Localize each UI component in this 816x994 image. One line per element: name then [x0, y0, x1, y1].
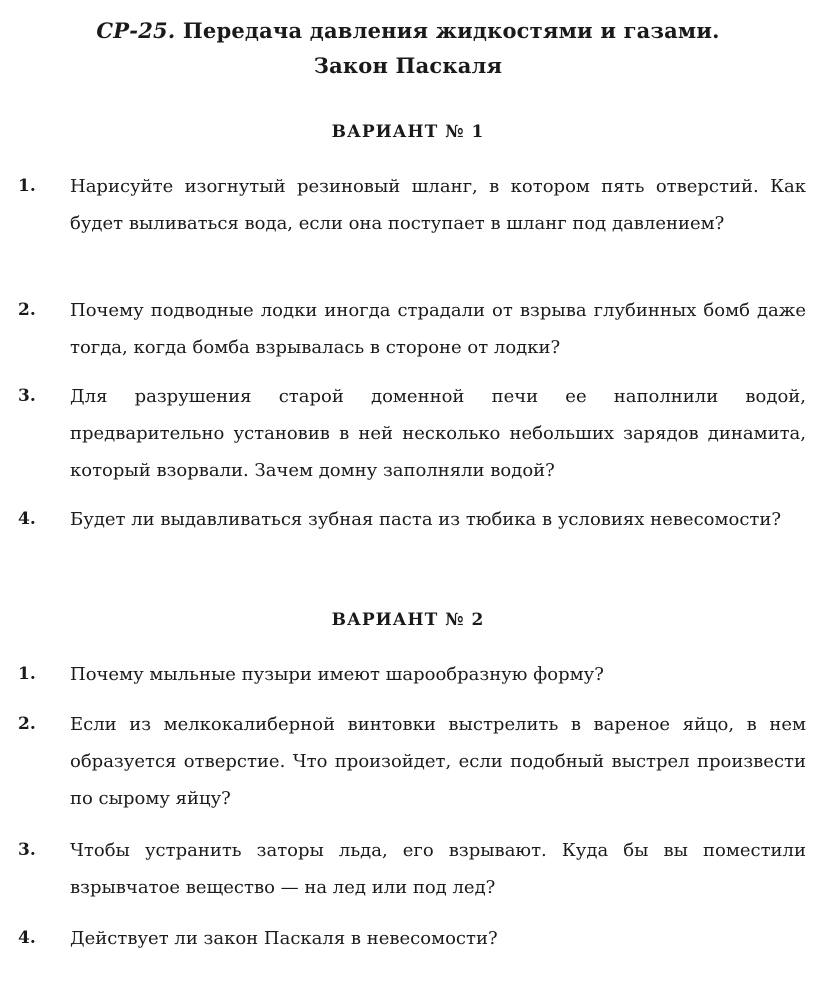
question-text: Почему мыльные пузыри имеют шарообразную форму? [70, 664, 604, 685]
question-text: Если из мелкокалиберной винтовки выстрелить в вареное яйцо, в нем образуется отверстие. Что произойдет, если подобный выстрел произвести по сырому яйцу? [70, 714, 806, 809]
page-title-line1 [0, 16, 816, 46]
page-title-line2: Закон Паскаля [313, 53, 503, 78]
question-text: Нарисуйте изогнутый резиновый шланг, в котором пять отверстий. Как будет выливаться вода, если она поступает в шланг под давлением? [70, 176, 806, 234]
question-number: 2. [18, 714, 36, 734]
worksheet-code: СР-25. [96, 18, 176, 43]
question-text: Чтобы устранить заторы льда, его взрывают. Куда бы вы поместили взрывчатое вещество — на лед или под лед? [70, 840, 806, 898]
question-number: 1. [18, 664, 36, 684]
question-text: Для разрушения старой доменной печи ее наполнили водой, предварительно установив в ней несколько небольших зарядов динамита, который взорвали. Зачем домну заполняли водой? [70, 386, 806, 481]
variant-2-heading: ВАРИАНТ № 2 [331, 610, 485, 630]
question-text: Действует ли закон Паскаля в невесомости? [70, 928, 498, 949]
question-number: 4. [18, 928, 36, 948]
title-text-line1: Передача давления жидкостями и газами. [182, 18, 720, 43]
question-text: Почему подводные лодки иногда страдали от взрыва глубинных бомб даже тогда, когда бомба взрывалась в стороне от лодки? [70, 300, 806, 358]
question-number: 1. [18, 176, 36, 196]
question-text: Будет ли выдавливаться зубная паста из тюбика в условиях невесомости? [70, 509, 782, 530]
variant-1-heading: ВАРИАНТ № 1 [331, 122, 485, 142]
question-number: 3. [18, 840, 36, 860]
question-number: 4. [18, 509, 36, 529]
question-number: 2. [18, 300, 36, 320]
question-number: 3. [18, 386, 36, 406]
